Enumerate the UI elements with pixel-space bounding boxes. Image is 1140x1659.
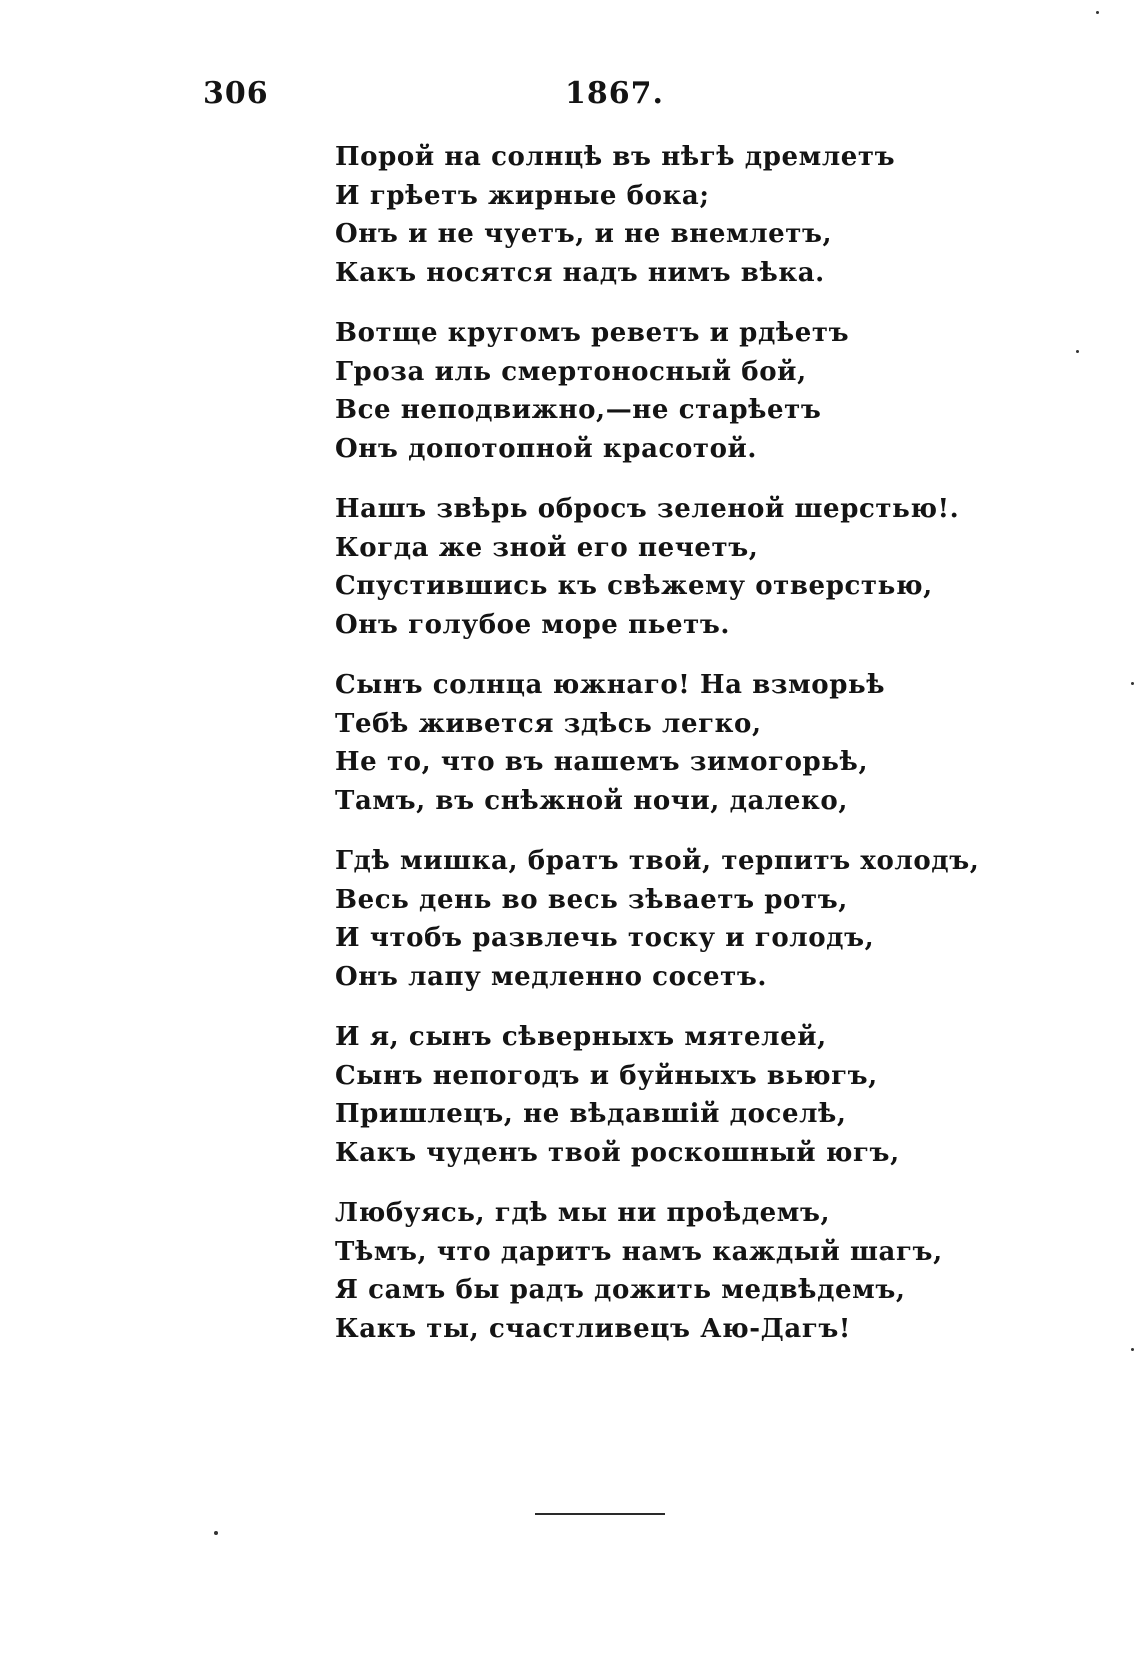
poem-line: Любуясь, гдѣ мы ни проѣдемъ, — [335, 1198, 831, 1228]
poem-line: Не то, что въ нашемъ зимогорьѣ, — [335, 747, 869, 777]
poem-line: Онъ голубое море пьетъ. — [335, 609, 731, 640]
poem-line: Какъ ты, счастливецъ Аю-Дагъ! — [335, 1313, 851, 1344]
poem-line: Все неподвижно,—не старѣетъ — [335, 395, 822, 425]
poem-line: Я самъ бы радъ дожить медвѣдемъ, — [335, 1275, 906, 1305]
page-number: 306 — [203, 76, 269, 111]
stanza — [335, 138, 1075, 292]
poem-line: И я, сынъ сѣверныхъ мятелей, — [335, 1022, 827, 1052]
poem-line: Пришлецъ, не вѣдавшій доселѣ, — [335, 1099, 847, 1129]
running-head-year: 1867. — [565, 76, 664, 111]
poem-line: Вотще кругомъ реветъ и рдѣетъ — [335, 318, 850, 348]
poem-line: Какъ чуденъ твой роскошный югъ, — [335, 1137, 900, 1168]
poem-line: Сынъ солнца южнаго! На взморьѣ — [335, 670, 886, 700]
poem-line: Тѣмъ, что даритъ намъ каждый шагъ, — [335, 1236, 943, 1267]
end-rule — [535, 1513, 665, 1515]
poem-line: Онъ допотопной красотой. — [335, 433, 758, 464]
poem-line: Порой на солнцѣ въ нѣгѣ дремлетъ — [335, 142, 896, 172]
poem-line: И чтобъ развлечь тоску и голодъ, — [335, 923, 875, 953]
scan-speck — [214, 1531, 218, 1535]
poem — [335, 138, 1075, 1370]
scan-speck — [1131, 1348, 1134, 1351]
poem-line: Спустившись къ свѣжему отверстью, — [335, 571, 933, 601]
stanza — [335, 842, 1075, 996]
stanza — [335, 1018, 1075, 1172]
stanza — [335, 490, 1075, 644]
poem-line: Весь день во весь зѣваетъ ротъ, — [335, 884, 848, 915]
stanza — [335, 314, 1075, 468]
poem-line: Тамъ, въ снѣжной ночи, далеко, — [335, 785, 849, 816]
stanza — [335, 1194, 1075, 1348]
scan-speck — [1096, 11, 1099, 14]
poem-line: Какъ носятся надъ нимъ вѣка. — [335, 257, 825, 288]
poem-line: Онъ и не чуетъ, и не внемлетъ, — [335, 219, 833, 249]
poem-line: Сынъ непогодъ и буйныхъ вьюгъ, — [335, 1060, 878, 1091]
poem-line: И грѣетъ жирные бока; — [335, 180, 710, 211]
poem-line: Тебѣ живется здѣсь легко, — [335, 708, 762, 739]
poem-line: Онъ лапу медленно сосетъ. — [335, 961, 768, 992]
stanza — [335, 666, 1075, 820]
scan-speck — [1076, 350, 1079, 353]
poem-line: Гроза иль смертоносный бой, — [335, 356, 807, 387]
scan-speck — [1131, 682, 1134, 685]
poem-line: Нашъ звѣрь обросъ зеленой шерстью!. — [335, 494, 960, 524]
poem-line: Гдѣ мишка, братъ твой, терпитъ холодъ, — [335, 846, 980, 876]
poem-line: Когда же зной его печетъ, — [335, 532, 759, 563]
